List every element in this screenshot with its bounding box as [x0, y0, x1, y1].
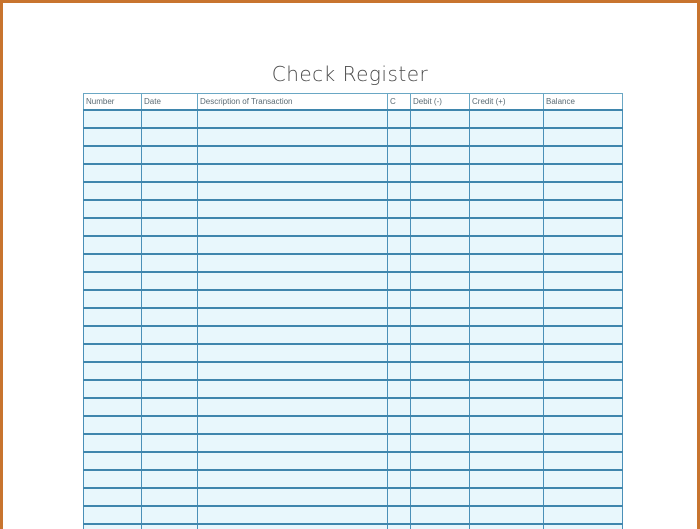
credit-cell[interactable] — [470, 290, 544, 308]
date-cell[interactable] — [142, 362, 198, 380]
cleared-cell[interactable] — [388, 344, 411, 362]
debit-cell[interactable] — [411, 398, 470, 416]
table-row — [84, 380, 623, 398]
table-row — [84, 524, 623, 529]
date-cell[interactable] — [142, 218, 198, 236]
balance-cell[interactable] — [544, 434, 623, 452]
debit-cell[interactable] — [411, 128, 470, 146]
table-row — [84, 506, 623, 524]
balance-cell[interactable] — [544, 272, 623, 290]
table-row — [84, 308, 623, 326]
table-row — [84, 128, 623, 146]
description-cell[interactable] — [198, 416, 388, 434]
description-cell[interactable] — [198, 200, 388, 218]
table-row — [84, 200, 623, 218]
cleared-cell[interactable] — [388, 128, 411, 146]
column-header-cleared: C — [388, 94, 411, 111]
number-cell[interactable] — [84, 506, 142, 524]
balance-cell[interactable] — [544, 362, 623, 380]
credit-cell[interactable] — [470, 200, 544, 218]
description-cell[interactable] — [198, 236, 388, 254]
number-cell[interactable] — [84, 110, 142, 128]
cleared-cell[interactable] — [388, 470, 411, 488]
balance-cell[interactable] — [544, 128, 623, 146]
balance-cell[interactable] — [544, 146, 623, 164]
table-row — [84, 254, 623, 272]
description-cell[interactable] — [198, 434, 388, 452]
number-cell[interactable] — [84, 524, 142, 529]
debit-cell[interactable] — [411, 434, 470, 452]
cleared-cell[interactable] — [388, 146, 411, 164]
table-row — [84, 326, 623, 344]
cleared-cell[interactable] — [388, 524, 411, 529]
date-cell[interactable] — [142, 344, 198, 362]
description-cell[interactable] — [198, 398, 388, 416]
cleared-cell[interactable] — [388, 236, 411, 254]
balance-cell[interactable] — [544, 398, 623, 416]
balance-cell[interactable] — [544, 200, 623, 218]
debit-cell[interactable] — [411, 524, 470, 529]
credit-cell[interactable] — [470, 398, 544, 416]
balance-cell[interactable] — [544, 506, 623, 524]
table-row — [84, 272, 623, 290]
balance-cell[interactable] — [544, 488, 623, 506]
page-title: Check Register — [271, 62, 429, 86]
number-cell[interactable] — [84, 398, 142, 416]
description-cell[interactable] — [198, 506, 388, 524]
cleared-cell[interactable] — [388, 452, 411, 470]
description-cell[interactable] — [198, 182, 388, 200]
table-row — [84, 110, 623, 128]
credit-cell[interactable] — [470, 380, 544, 398]
table-row — [84, 470, 623, 488]
date-cell[interactable] — [142, 146, 198, 164]
table-row — [84, 344, 623, 362]
table-row — [84, 488, 623, 506]
number-cell[interactable] — [84, 434, 142, 452]
date-cell[interactable] — [142, 254, 198, 272]
balance-cell[interactable] — [544, 110, 623, 128]
date-cell[interactable] — [142, 380, 198, 398]
cleared-cell[interactable] — [388, 434, 411, 452]
debit-cell[interactable] — [411, 362, 470, 380]
credit-cell[interactable] — [470, 416, 544, 434]
table-row — [84, 146, 623, 164]
credit-cell[interactable] — [470, 470, 544, 488]
balance-cell[interactable] — [544, 380, 623, 398]
credit-cell[interactable] — [470, 146, 544, 164]
number-cell[interactable] — [84, 290, 142, 308]
number-cell[interactable] — [84, 272, 142, 290]
table-row — [84, 236, 623, 254]
description-cell[interactable] — [198, 146, 388, 164]
number-cell[interactable] — [84, 218, 142, 236]
date-cell[interactable] — [142, 200, 198, 218]
credit-cell[interactable] — [470, 110, 544, 128]
cleared-cell[interactable] — [388, 362, 411, 380]
debit-cell[interactable] — [411, 470, 470, 488]
cleared-cell[interactable] — [388, 182, 411, 200]
credit-cell[interactable] — [470, 164, 544, 182]
balance-cell[interactable] — [544, 326, 623, 344]
credit-cell[interactable] — [470, 326, 544, 344]
date-cell[interactable] — [142, 416, 198, 434]
description-cell[interactable] — [198, 218, 388, 236]
column-header-debit: Debit (-) — [411, 94, 470, 111]
date-cell[interactable] — [142, 236, 198, 254]
cleared-cell[interactable] — [388, 308, 411, 326]
debit-cell[interactable] — [411, 236, 470, 254]
table-row — [84, 398, 623, 416]
date-cell[interactable] — [142, 290, 198, 308]
debit-cell[interactable] — [411, 272, 470, 290]
number-cell[interactable] — [84, 146, 142, 164]
credit-cell[interactable] — [470, 362, 544, 380]
cleared-cell[interactable] — [388, 506, 411, 524]
debit-cell[interactable] — [411, 452, 470, 470]
debit-cell[interactable] — [411, 380, 470, 398]
description-cell[interactable] — [198, 344, 388, 362]
cleared-cell[interactable] — [388, 200, 411, 218]
description-cell[interactable] — [198, 110, 388, 128]
column-header-balance: Balance — [544, 94, 623, 111]
debit-cell[interactable] — [411, 182, 470, 200]
table-row — [84, 416, 623, 434]
credit-cell[interactable] — [470, 182, 544, 200]
table-row — [84, 452, 623, 470]
balance-cell[interactable] — [544, 344, 623, 362]
number-cell[interactable] — [84, 416, 142, 434]
cleared-cell[interactable] — [388, 164, 411, 182]
balance-cell[interactable] — [544, 254, 623, 272]
date-cell[interactable] — [142, 110, 198, 128]
number-cell[interactable] — [84, 488, 142, 506]
description-cell[interactable] — [198, 362, 388, 380]
table-row — [84, 290, 623, 308]
debit-cell[interactable] — [411, 290, 470, 308]
date-cell[interactable] — [142, 272, 198, 290]
number-cell[interactable] — [84, 452, 142, 470]
debit-cell[interactable] — [411, 308, 470, 326]
credit-cell[interactable] — [470, 506, 544, 524]
number-cell[interactable] — [84, 380, 142, 398]
balance-cell[interactable] — [544, 164, 623, 182]
description-cell[interactable] — [198, 272, 388, 290]
date-cell[interactable] — [142, 434, 198, 452]
register-body — [84, 110, 623, 529]
table-row — [84, 434, 623, 452]
debit-cell[interactable] — [411, 416, 470, 434]
date-cell[interactable] — [142, 506, 198, 524]
number-cell[interactable] — [84, 182, 142, 200]
credit-cell[interactable] — [470, 434, 544, 452]
cleared-cell[interactable] — [388, 218, 411, 236]
table-row — [84, 164, 623, 182]
number-cell[interactable] — [84, 470, 142, 488]
balance-cell[interactable] — [544, 416, 623, 434]
credit-cell[interactable] — [470, 308, 544, 326]
debit-cell[interactable] — [411, 164, 470, 182]
number-cell[interactable] — [84, 128, 142, 146]
debit-cell[interactable] — [411, 110, 470, 128]
balance-cell[interactable] — [544, 290, 623, 308]
description-cell[interactable] — [198, 128, 388, 146]
date-cell[interactable] — [142, 398, 198, 416]
credit-cell[interactable] — [470, 128, 544, 146]
cleared-cell[interactable] — [388, 290, 411, 308]
date-cell[interactable] — [142, 164, 198, 182]
date-cell[interactable] — [142, 470, 198, 488]
number-cell[interactable] — [84, 326, 142, 344]
debit-cell[interactable] — [411, 344, 470, 362]
description-cell[interactable] — [198, 488, 388, 506]
debit-cell[interactable] — [411, 326, 470, 344]
cleared-cell[interactable] — [388, 398, 411, 416]
balance-cell[interactable] — [544, 470, 623, 488]
balance-cell[interactable] — [544, 236, 623, 254]
description-cell[interactable] — [198, 524, 388, 529]
number-cell[interactable] — [84, 362, 142, 380]
number-cell[interactable] — [84, 236, 142, 254]
credit-cell[interactable] — [470, 524, 544, 529]
date-cell[interactable] — [142, 524, 198, 529]
table-row — [84, 362, 623, 380]
date-cell[interactable] — [142, 182, 198, 200]
description-cell[interactable] — [198, 254, 388, 272]
debit-cell[interactable] — [411, 488, 470, 506]
number-cell[interactable] — [84, 254, 142, 272]
date-cell[interactable] — [142, 488, 198, 506]
cleared-cell[interactable] — [388, 272, 411, 290]
credit-cell[interactable] — [470, 218, 544, 236]
cleared-cell[interactable] — [388, 254, 411, 272]
description-cell[interactable] — [198, 380, 388, 398]
credit-cell[interactable] — [470, 272, 544, 290]
table-row — [84, 182, 623, 200]
credit-cell[interactable] — [470, 344, 544, 362]
debit-cell[interactable] — [411, 254, 470, 272]
debit-cell[interactable] — [411, 506, 470, 524]
cleared-cell[interactable] — [388, 326, 411, 344]
credit-cell[interactable] — [470, 236, 544, 254]
date-cell[interactable] — [142, 308, 198, 326]
debit-cell[interactable] — [411, 218, 470, 236]
number-cell[interactable] — [84, 344, 142, 362]
balance-cell[interactable] — [544, 452, 623, 470]
column-header-date: Date — [142, 94, 198, 111]
number-cell[interactable] — [84, 308, 142, 326]
cleared-cell[interactable] — [388, 380, 411, 398]
description-cell[interactable] — [198, 452, 388, 470]
column-header-credit: Credit (+) — [470, 94, 544, 111]
description-cell[interactable] — [198, 290, 388, 308]
description-cell[interactable] — [198, 164, 388, 182]
column-header-description: Description of Transaction — [198, 94, 388, 111]
table-row — [84, 218, 623, 236]
cleared-cell[interactable] — [388, 110, 411, 128]
date-cell[interactable] — [142, 128, 198, 146]
date-cell[interactable] — [142, 326, 198, 344]
date-cell[interactable] — [142, 452, 198, 470]
header-row — [84, 94, 623, 111]
credit-cell[interactable] — [470, 452, 544, 470]
debit-cell[interactable] — [411, 146, 470, 164]
description-cell[interactable] — [198, 308, 388, 326]
debit-cell[interactable] — [411, 200, 470, 218]
balance-cell[interactable] — [544, 218, 623, 236]
number-cell[interactable] — [84, 200, 142, 218]
register-table — [83, 93, 623, 529]
description-cell[interactable] — [198, 326, 388, 344]
number-cell[interactable] — [84, 164, 142, 182]
column-header-number: Number — [84, 94, 142, 111]
description-cell[interactable] — [198, 470, 388, 488]
credit-cell[interactable] — [470, 488, 544, 506]
balance-cell[interactable] — [544, 308, 623, 326]
credit-cell[interactable] — [470, 254, 544, 272]
balance-cell[interactable] — [544, 182, 623, 200]
cleared-cell[interactable] — [388, 416, 411, 434]
balance-cell[interactable] — [544, 524, 623, 529]
cleared-cell[interactable] — [388, 488, 411, 506]
